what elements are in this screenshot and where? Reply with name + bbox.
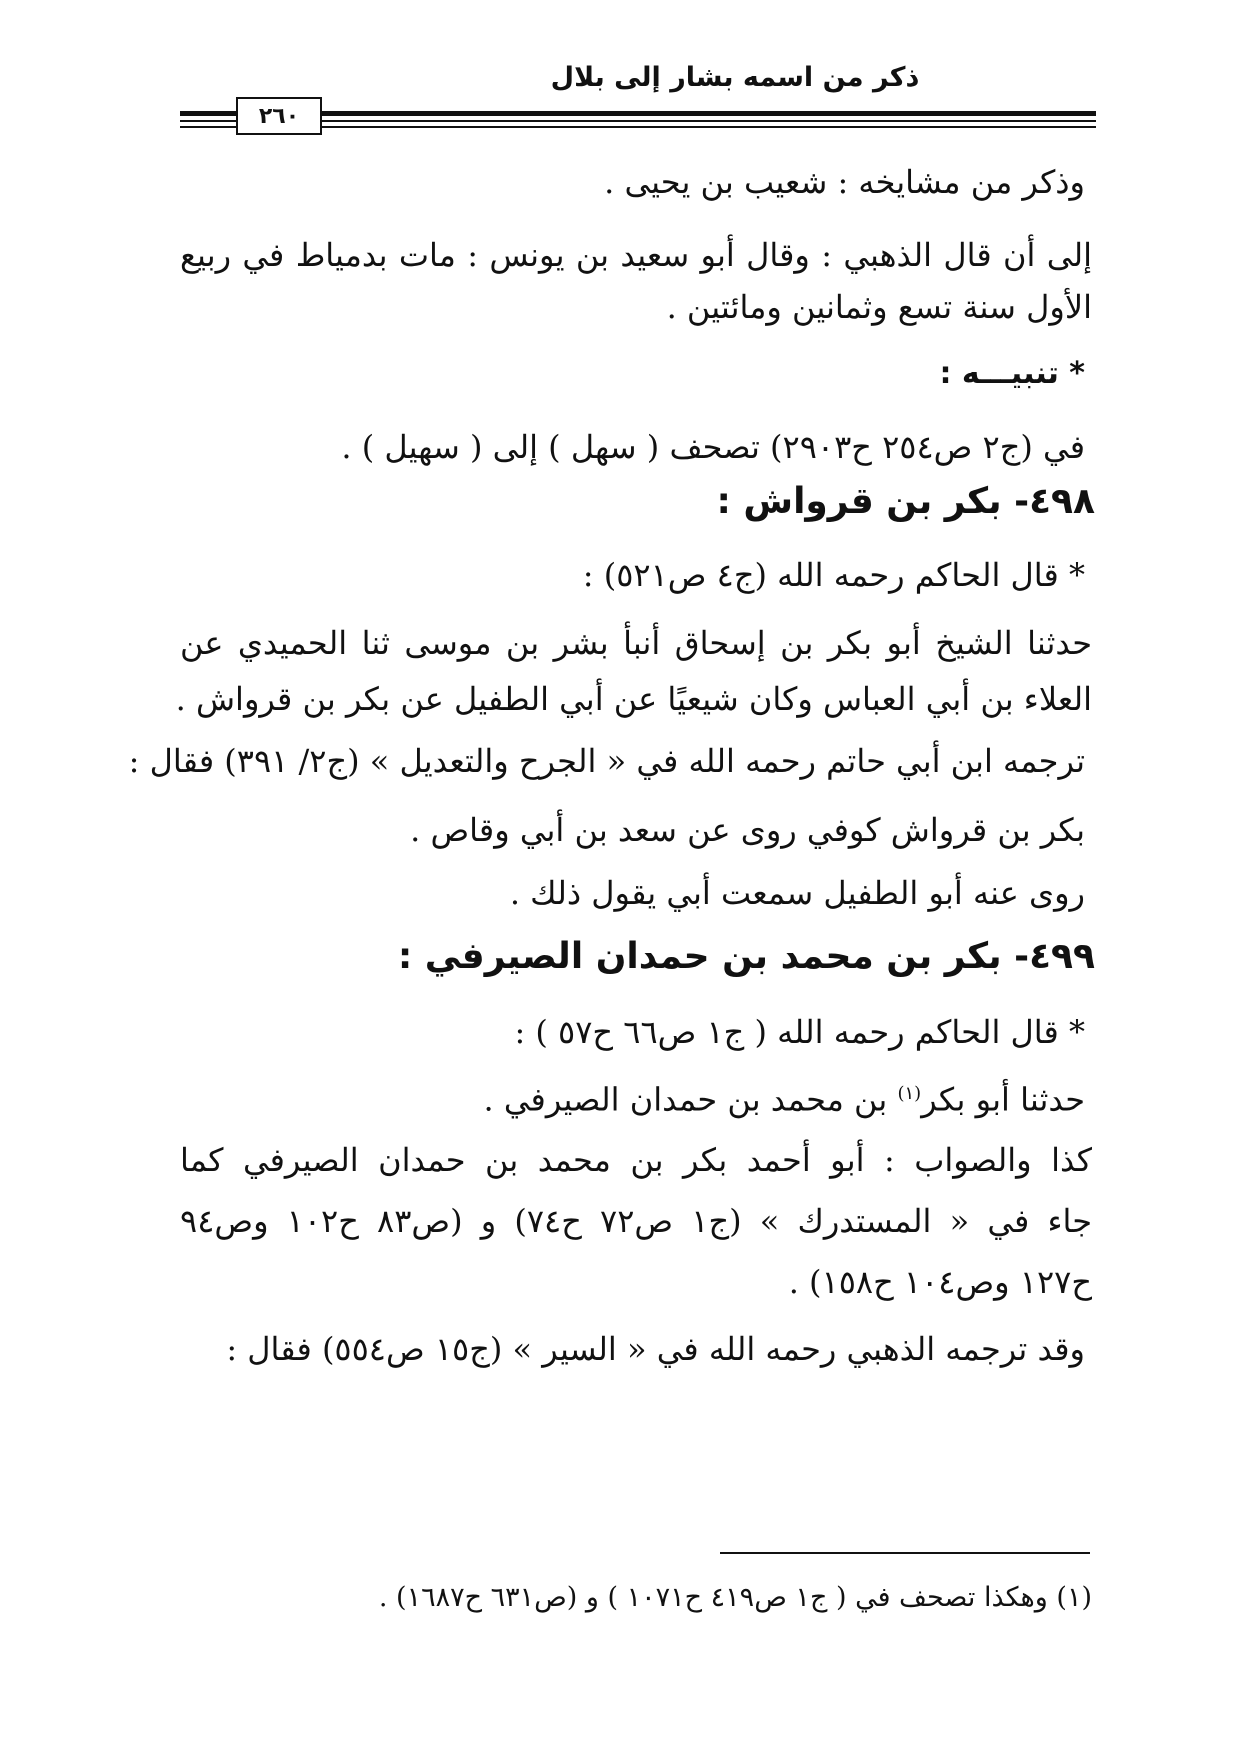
text-line: جاء في « المستدرك » (ج١ ص٧٢ ح٧٤) و (ص٨٣ ح١٠٢ وص٩٤	[180, 1202, 1092, 1240]
text-line: ترجمه ابن أبي حاتم رحمه الله في « الجرح والتعديل » (ج٢/ ٣٩١) فقال :	[128, 742, 1085, 780]
text-line: روى عنه أبو الطفيل سمعت أبي يقول ذلك .	[509, 874, 1085, 912]
text-line: إلى أن قال الذهبي : وقال أبو سعيد بن يونس : مات بدمياط في ربيع	[180, 236, 1092, 274]
footnote-marker: (١)	[897, 1083, 922, 1104]
text-line: حدثنا الشيخ أبو بكر بن إسحاق أنبأ بشر بن موسى ثنا الحميدي عن	[180, 624, 1092, 662]
text-segment: حدثنا أبو بكر	[921, 1080, 1085, 1119]
text-line: * قال الحاكم رحمه الله ( ج١ ص٦٦ ح٥٧ ) :	[514, 1013, 1085, 1051]
text-line: وذكر من مشايخه : شعيب بن يحيى .	[604, 163, 1085, 201]
text-line: في (ج٢ ص٢٥٤ ح٢٩٠٣) تصحف ( سهل ) إلى ( سهيل ) .	[341, 428, 1085, 466]
text-line: كذا والصواب : أبو أحمد بكر بن محمد بن حمدان الصيرفي كما	[180, 1141, 1092, 1179]
text-segment: بن محمد بن حمدان الصيرفي .	[483, 1080, 888, 1119]
text-line: وقد ترجمه الذهبي رحمه الله في « السير » (ج١٥ ص٥٥٤) فقال :	[226, 1330, 1085, 1368]
text-line: ح١٢٧ وص١٠٤ ح١٥٨) .	[788, 1263, 1092, 1301]
entry-heading-498: ٤٩٨- بكر بن قرواش :	[716, 481, 1095, 522]
text-line: بكر بن قرواش كوفي روى عن سعد بن أبي وقاص .	[410, 811, 1085, 849]
text-line	[484, 1072, 1086, 1122]
running-header-title: ذكر من اسمه بشار إلى بلال	[550, 62, 920, 93]
footnote: (١) وهكذا تصحف في ( ج١ ص٤١٩ ح١٠٧١ ) و (ص٦٣١ ح١٦٨٧) .	[378, 1582, 1092, 1613]
entry-heading-499: ٤٩٩- بكر بن محمد بن حمدان الصيرفي :	[397, 936, 1095, 977]
footnote-separator	[720, 1552, 1090, 1554]
notice-heading: * تنبيـــه :	[939, 356, 1085, 391]
text-line: العلاء بن أبي العباس وكان شيعيًا عن أبي الطفيل عن بكر بن قرواش .	[175, 680, 1092, 718]
text-line: الأول سنة تسع وثمانين ومائتين .	[666, 288, 1092, 326]
text-line: * قال الحاكم رحمه الله (ج٤ ص٥٢١) :	[582, 556, 1085, 594]
page-number-box: ٢٦٠	[236, 97, 322, 135]
